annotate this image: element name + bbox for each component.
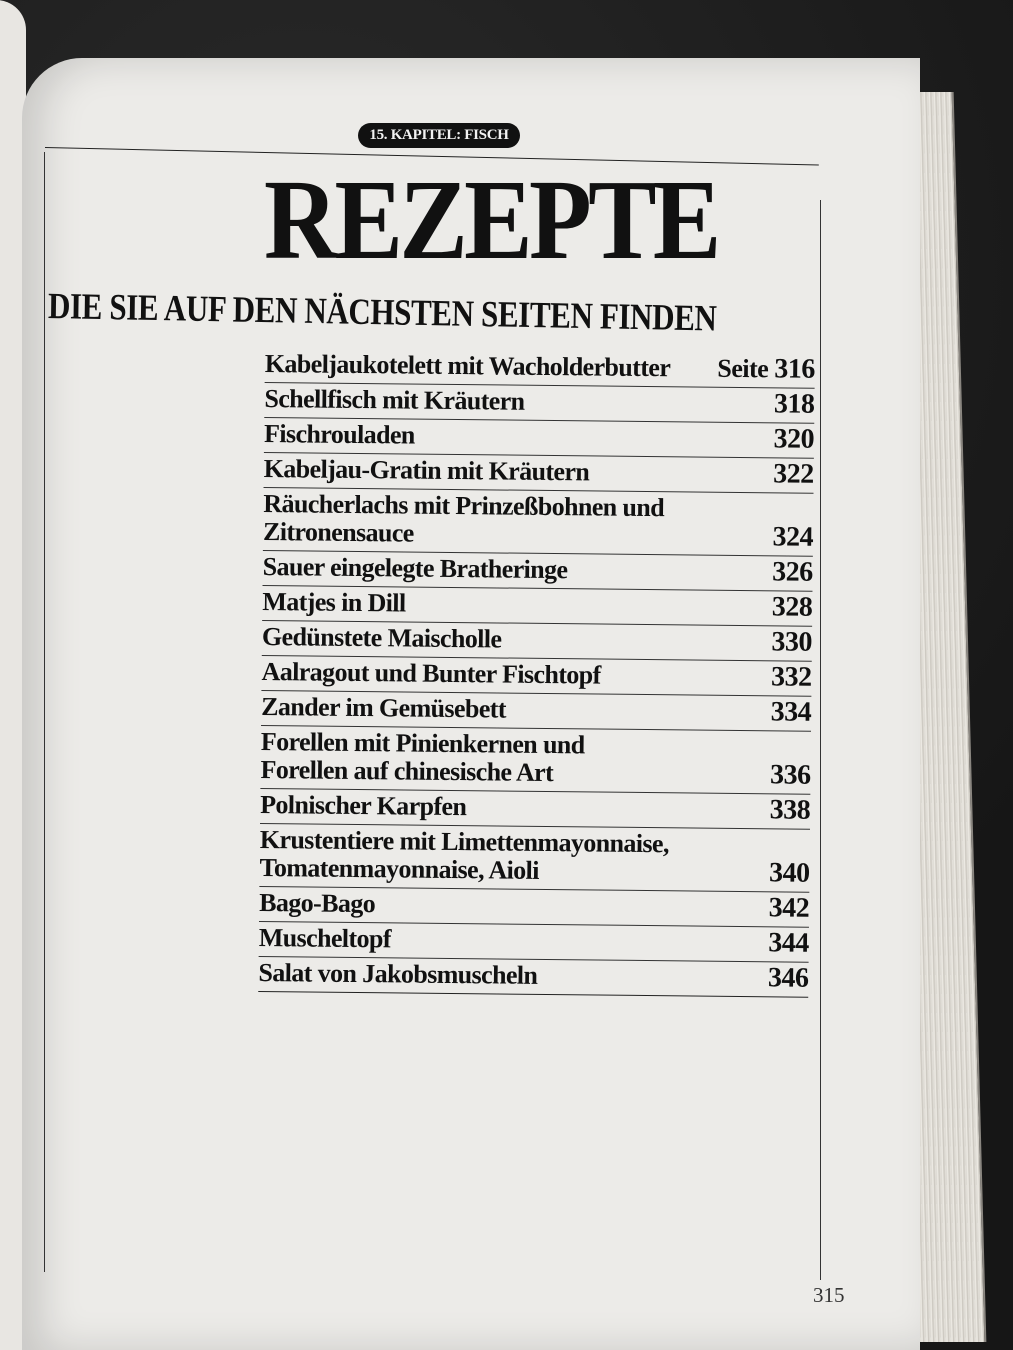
left-rule xyxy=(44,152,45,1272)
recipe-row xyxy=(261,656,811,697)
recipe-page-number: 318 xyxy=(773,388,815,420)
recipe-row xyxy=(258,957,808,997)
recipe-name: Bago-Bago xyxy=(259,887,376,919)
recipe-page-number: 328 xyxy=(771,591,813,623)
recipe-page-number: 346 xyxy=(767,962,809,994)
recipe-page-number: 336 xyxy=(769,759,811,791)
recipe-name: Salat von Jakobsmuscheln xyxy=(258,957,538,990)
recipe-name: Gedünstete Maischolle xyxy=(261,621,502,654)
recipe-name: Sauer eingelegte Bratheringe xyxy=(262,551,568,585)
recipe-row xyxy=(262,621,812,662)
recipe-name: Räucherlachs mit Prinzeßbohnen und Zitronensauce xyxy=(262,488,665,548)
recipe-row xyxy=(259,824,810,893)
recipe-page-number: 316 xyxy=(774,353,815,385)
recipe-page-number: 326 xyxy=(772,556,813,588)
recipe-name: Kabeljaukotelett mit Wacholderbutter xyxy=(264,348,671,383)
recipe-row xyxy=(264,383,814,424)
recipe-row xyxy=(260,726,811,795)
recipe-page-number: 340 xyxy=(768,857,810,889)
recipe-row xyxy=(264,418,814,459)
recipe-row xyxy=(261,691,811,732)
recipe-page-number: 332 xyxy=(770,661,812,693)
recipe-name: Zander im Gemüsebett xyxy=(261,691,507,724)
page-prefix: Seite xyxy=(717,353,769,384)
recipe-row xyxy=(262,586,812,627)
recipe-name: Aalragout und Bunter Fischtopf xyxy=(261,656,601,690)
right-rule xyxy=(820,200,821,1280)
recipe-name: Polnischer Karpfen xyxy=(260,789,467,822)
recipe-page-number: 322 xyxy=(773,458,814,490)
recipe-name: Krustentiere mit Limettenmayonnaise, Tomatenmayonnaise, Aioli xyxy=(259,824,669,885)
recipe-row xyxy=(264,453,814,494)
recipe-page xyxy=(717,355,815,384)
recipe-name: Matjes in Dill xyxy=(262,586,406,618)
recipe-name: Kabeljau-Gratin mit Kräutern xyxy=(263,453,590,487)
recipe-row xyxy=(263,551,813,592)
recipe-name: Forellen mit Pinienkernen und Forellen auf chinesische Art xyxy=(260,726,585,788)
recipe-row xyxy=(263,488,814,557)
recipe-row xyxy=(260,789,810,830)
recipe-list xyxy=(258,348,815,998)
recipe-page-number: 320 xyxy=(773,423,815,455)
recipe-page-number: 338 xyxy=(769,794,811,826)
recipe-row xyxy=(265,348,815,389)
recipe-page-number: 344 xyxy=(768,927,809,959)
page-number-footer: 315 xyxy=(813,1283,845,1307)
page-title: REZEPTE xyxy=(264,156,718,283)
recipe-row xyxy=(259,922,809,963)
chapter-label: 15. KAPITEL: FISCH xyxy=(358,123,520,148)
recipe-page-number: 324 xyxy=(772,521,814,553)
recipe-name: Muscheltopf xyxy=(258,922,392,954)
page-subtitle: DIE SIE AUF DEN NÄCHSTEN SEITEN FINDEN xyxy=(47,286,717,340)
recipe-page-number: 330 xyxy=(771,626,813,658)
recipe-name: Fischrouladen xyxy=(263,418,415,450)
recipe-name: Schellfisch mit Kräutern xyxy=(264,383,525,416)
recipe-row xyxy=(259,887,809,928)
recipe-page-number: 334 xyxy=(770,696,812,728)
recipe-page-number: 342 xyxy=(768,892,810,924)
